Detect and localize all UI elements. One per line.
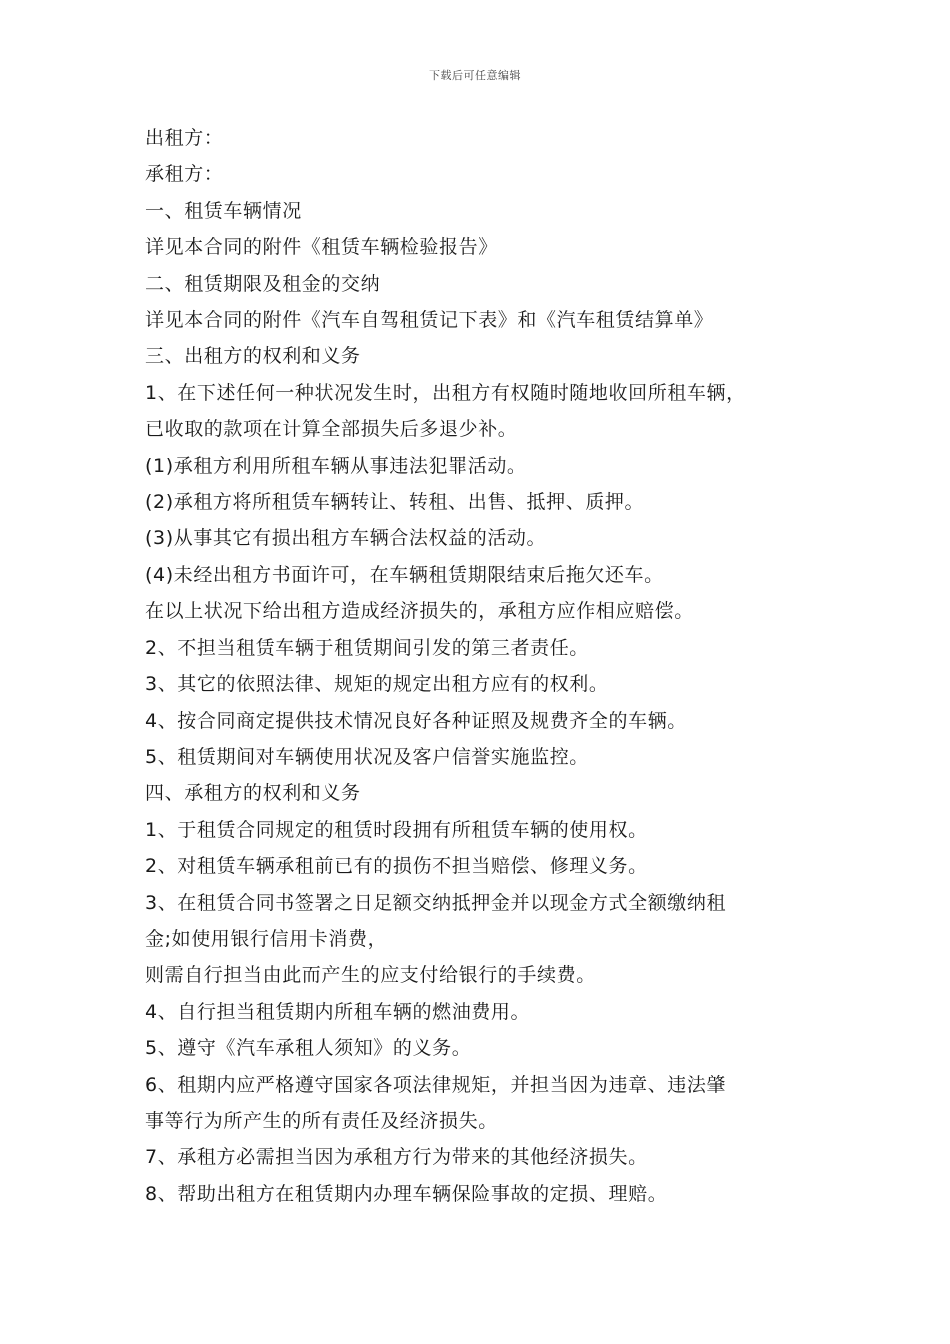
text-line: 1、在下述任何一种状况发生时，出租方有权随时随地收回所租车辆，: [145, 381, 746, 404]
text-line: 1、于租赁合同规定的租赁时段拥有所租赁车辆的使用权。: [145, 818, 648, 841]
text-line: (4)未经出租方书面许可，在车辆租赁期限结束后拖欠还车。: [145, 563, 664, 586]
text-line: 2、对租赁车辆承租前已有的损伤不担当赔偿、修理义务。: [145, 855, 648, 878]
text-line: (1)承租方利用所租车辆从事违法犯罪活动。: [145, 454, 527, 477]
document-body: [145, 120, 835, 1212]
section-heading: 四、承租方的权利和义务: [145, 782, 361, 805]
text-line: 8、帮助出租方在租赁期内办理车辆保险事故的定损、理赔。: [145, 1182, 668, 1205]
text-line: 3、其它的依照法律、规矩的规定出租方应有的权利。: [145, 673, 609, 696]
text-line: 5、遵守《汽车承租人须知》的义务。: [145, 1037, 472, 1060]
text-line: (3)从事其它有损出租方车辆合法权益的活动。: [145, 527, 547, 550]
text-line: 已收取的款项在计算全部损失后多退少补。: [145, 418, 518, 441]
section-heading: 一、租赁车辆情况: [145, 199, 302, 222]
text-line: 7、承租方必需担当因为承租方行为带来的其他经济损失。: [145, 1146, 648, 1169]
text-line: 2、不担当租赁车辆于租赁期间引发的第三者责任。: [145, 636, 589, 659]
text-line: 4、按合同商定提供技术情况良好各种证照及规费齐全的车辆。: [145, 709, 687, 732]
header-note: 下载后可任意编辑: [429, 69, 521, 82]
text-line: (2)承租方将所租赁车辆转让、转租、出售、抵押、质押。: [145, 491, 645, 514]
text-line: 6、租期内应严格遵守国家各项法律规矩，并担当因为违章、违法肇: [145, 1073, 727, 1096]
section-heading: 二、租赁期限及租金的交纳: [145, 272, 381, 295]
text-line: 事等行为所产生的所有责任及经济损失。: [145, 1109, 498, 1132]
text-line: 5、租赁期间对车辆使用状况及客户信誉实施监控。: [145, 745, 589, 768]
text-line: 详见本合同的附件《汽车自驾租赁记下表》和《汽车租赁结算单》: [145, 309, 714, 332]
text-line: 金;如使用银行信用卡消费，: [145, 927, 388, 950]
text-line: 3、在租赁合同书签署之日足额交纳抵押金并以现金方式全额缴纳租: [145, 891, 727, 914]
section-heading: 三、出租方的权利和义务: [145, 345, 361, 368]
text-line: 详见本合同的附件《租赁车辆检验报告》: [145, 236, 498, 259]
text-line: 4、自行担当租赁期内所租车辆的燃油费用。: [145, 1000, 531, 1023]
text-line: 在以上状况下给出租方造成经济损失的，承租方应作相应赔偿。: [145, 600, 694, 623]
text-line: 出租方：: [145, 127, 224, 149]
text-line: 承租方：: [145, 163, 224, 186]
text-line: 则需自行担当由此而产生的应支付给银行的手续费。: [145, 964, 596, 987]
